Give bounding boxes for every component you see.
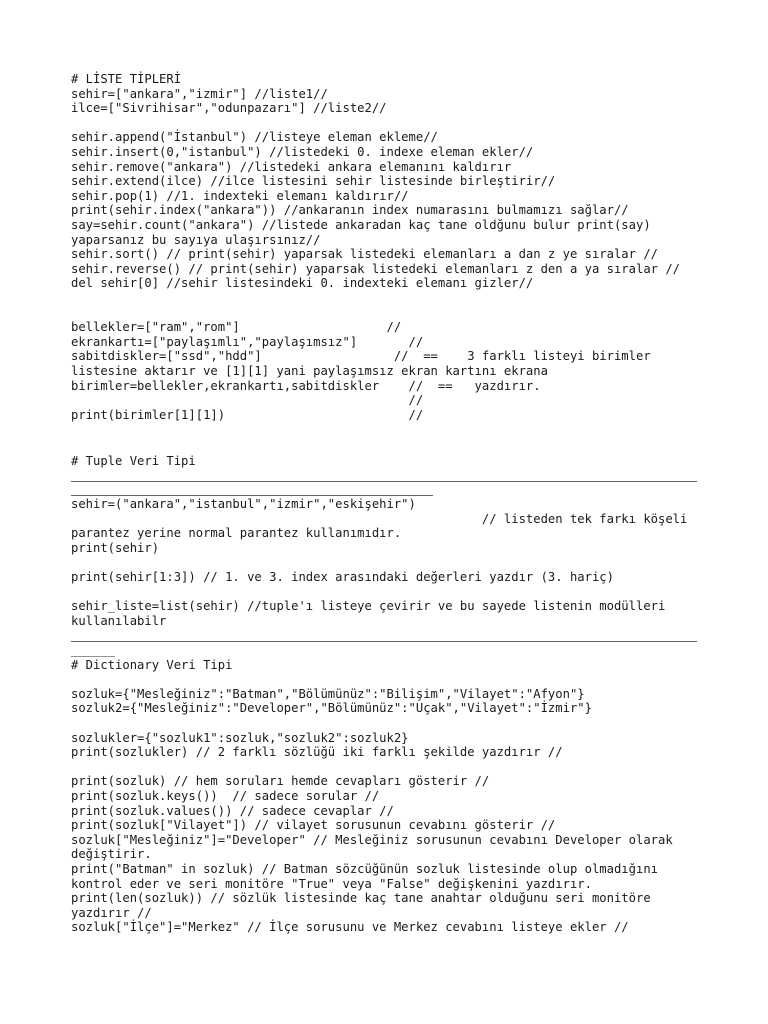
- code-line: print(sozluk.keys()) // sadece sorular //: [71, 789, 380, 803]
- code-line: sehir_liste=list(sehir) //tuple'ı listeye çevirir ve bu sayede listenin modülleri: [71, 599, 666, 614]
- code-line: print("Batman" in sozluk) // Batman sözcüğünün sozluk listesinde olup olmadığını: [71, 862, 658, 876]
- code-line: sehir=["ankara","izmir"] //liste1//: [71, 86, 328, 101]
- code-line: // listeden tek farkı köşeli: [71, 511, 688, 526]
- code-line: print(sozlukler) // 2 farklı sözlüğü iki farklı şekilde yazdırır //: [71, 745, 563, 760]
- code-line: kontrol eder ve seri monitöre "True" veya "False" değişkenini yazdırır.: [71, 876, 592, 891]
- code-line: print(sozluk) // hem soruları hemde cevapları gösterir //: [71, 774, 490, 789]
- code-line: print(sehir.index("ankara")) //ankaranın index numarasını bulmamızı sağlar//: [71, 203, 629, 218]
- code-line: sabitdiskler=["ssd","hdd"] // == 3 farklı listeyi birimler: [71, 349, 651, 364]
- code-line: sehir.extend(ilce) //ilce listesini sehir listesinde birleştirir//: [71, 174, 556, 189]
- code-line: sozluk2={"Mesleğiniz":"Developer","Bölümünüz":"Uçak","Vilayet":"İzmir"}: [71, 701, 592, 716]
- heading-liste-tipleri: # LİSTE TİPLERİ: [71, 72, 182, 86]
- separator-rule: [71, 641, 697, 642]
- code-line: sehir.sort() // print(sehir) yaparsak listedeki elemanları a dan z ye sıralar //: [71, 247, 658, 262]
- code-line: ilce=["Sivrihisar","odunpazarı"] //liste2//: [71, 101, 387, 116]
- code-line: sehir.insert(0,"istanbul") //listedeki 0. indexe eleman ekler//: [71, 145, 534, 159]
- code-line: print(sehir[1:3]) // 1. ve 3. index arasındaki değerleri yazdır (3. hariç): [71, 570, 614, 584]
- code-line: sehir.reverse() // print(sehir) yaparsak listedeki elemanları z den a ya sıralar //: [71, 261, 681, 276]
- code-line: yaparsanız bu sayıya ulaşırsınız//: [71, 232, 321, 247]
- separator-rule: [71, 481, 697, 482]
- code-line: ekrankartı=["paylaşımlı","paylaşımsız"] //: [71, 334, 424, 349]
- heading-tuple-veri-tipi: # Tuple Veri Tipi: [71, 454, 196, 468]
- code-line: //: [71, 393, 424, 408]
- code-line: print(len(sozluk)) // sözlük listesinde kaç tane anahtar olduğunu seri monitöre: [71, 891, 651, 906]
- code-line: print(sehir): [71, 540, 160, 555]
- heading-dictionary-veri-tipi: # Dictionary Veri Tipi: [71, 657, 233, 672]
- code-line: print(sozluk["Vilayet"]) // vilayet sorusunun cevabını gösterir //: [71, 818, 556, 833]
- code-line: sehir.remove("ankara") //listedeki ankara elemanını kaldırır: [71, 159, 512, 174]
- code-line: print(birimler[1][1]) //: [71, 407, 424, 422]
- code-line: print(sozluk.values()) // sadece cevaplar //: [71, 803, 394, 818]
- code-line: değiştirir.: [71, 847, 152, 862]
- code-line: listesine aktarır ve [1][1] yani paylaşımsız ekran kartını ekrana: [71, 364, 548, 378]
- code-line: sehir.append("İstanbul") //listeye eleman ekleme//: [71, 130, 438, 145]
- code-line: kullanılabilr: [71, 613, 167, 628]
- code-line: del sehir[0] //sehir listesindeki 0. indexteki elemanı gizler//: [71, 276, 534, 291]
- code-line: yazdırır //: [71, 905, 152, 920]
- code-line: sozluk={"Mesleğiniz":"Batman","Bölümünüz":"Bilişim","Vilayet":"Afyon"}: [71, 686, 585, 701]
- code-line: say=sehir.count("ankara") //listede ankaradan kaç tane oldğunu bulur print(say): [71, 218, 651, 232]
- code-line: birimler=bellekler,ekrankartı,sabitdiskler // == yazdırır.: [71, 378, 541, 393]
- code-line: sozluk["Mesleğiniz"]="Developer" // Mesleğiniz sorusunun cevabını Developer olarak: [71, 832, 673, 847]
- code-line: parantez yerine normal parantez kullanımıdır.: [71, 526, 402, 541]
- code-line: bellekler=["ram","rom"] //: [71, 320, 402, 335]
- code-line: sozluk["İlçe"]="Merkez" // İlçe sorusunu ve Merkez cevabını listeye ekler //: [71, 920, 629, 935]
- separator-rule: [71, 495, 433, 496]
- code-line: sozlukler={"sozluk1":sozluk,"sozluk2":sozluk2}: [71, 730, 409, 745]
- code-line: sehir.pop(1) //1. indexteki elemanı kaldırır//: [71, 188, 409, 203]
- code-line: ______: [71, 643, 116, 657]
- code-line: sehir=("ankara","istanbul","izmir","eskişehir"): [71, 497, 416, 511]
